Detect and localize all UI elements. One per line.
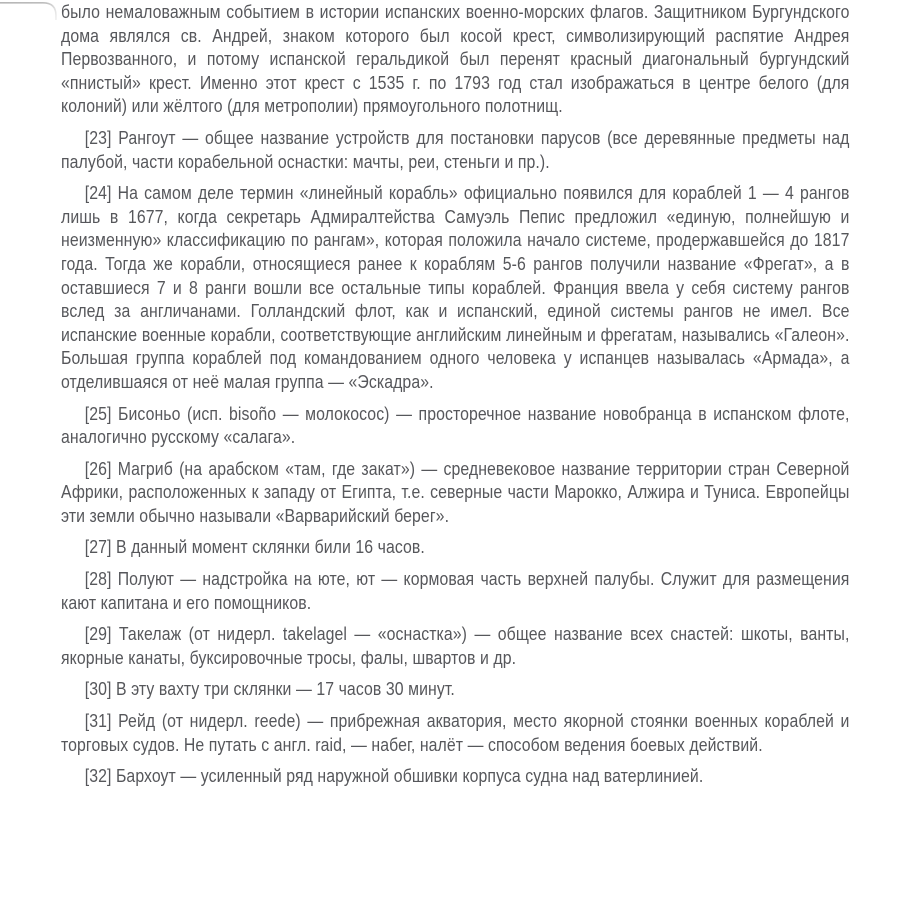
paragraph: [26] Магриб (на арабском «там, где закат») — средневековое название территории стран Северной Африки, расположенных к западу от Египта, т.е. северные части Марокко, Алжира и Туниса. Европейцы эти земли обычно называли «Варварийский берег». bbox=[61, 458, 850, 526]
text-column bbox=[61, 1, 849, 789]
paragraph: [23] Рангоут — общее название устройств для постановки парусов (все деревянные предметы над палубой, части корабельной оснастки: мачты, реи, стеньги и пр.). bbox=[61, 127, 850, 172]
paragraph: [27] В данный момент склянки били 16 часов. bbox=[84, 537, 425, 558]
paragraph: [29] Такелаж (от нидерл. takelagel — «оснастка») — общее название всех снастей: шкоты, ванты, якорные канаты, буксировочные тросы, фалы, швартов и др. bbox=[61, 624, 850, 668]
page-corner-line bbox=[0, 0, 70, 26]
paragraph: [24] На самом деле термин «линейный корабль» официально появился для кораблей 1 — 4 рангов лишь в 1677, когда секретарь Адмиралтейства Самуэль Пепис предложил «единую, полнейшую и неизменную» классификацию по рангам», которая положила начало системе, продержавшейся до 1817 года. Тогда же корабли, относящиеся ранее к кораблям 5-6 рангов получили название «Фрегат», а в оставшиеся 7 и 8 ранги вошли все остальные типы кораблей. Франция ввела у себя систему рангов вслед за англичанами. Голландский флот, как и испанский, единой системы рангов не имел. Все испанские военные корабли, соответствующие английским линейным и фрегатам, назывались «Галеон». Большая группа кораблей под командованием одного человека у испанцев называлась «Армада», а отделившаяся от неё малая группа — «Эскадра». bbox=[61, 183, 850, 392]
paragraph: [30] В эту вахту три склянки — 17 часов 30 минут. bbox=[84, 679, 455, 700]
paragraph: было немаловажным событием в истории испанских военно-морских флагов. Защитником Бургундского дома являлся св. Андрей, знаком которого был косой крест, символизирующий распятие Андрея Первозванного, и потому испанской геральдикой был перенят красный диагональный бургундский «пнистый» крест. Именно этот крест с 1535 г. по 1793 год стал изображаться в центре белого (для колоний) или жёлтого (для метрополии) прямоугольного полотнищ. bbox=[61, 2, 850, 117]
paragraph: [32] Бархоут — усиленный ряд наружной обшивки корпуса судна над ватерлинией. bbox=[84, 766, 704, 787]
paragraph: [25] Бисоньо (исп. bisoño — молокосос) — просторечное название новобранца в испанском флоте, аналогично русскому «салага». bbox=[61, 403, 850, 448]
paragraph: [31] Рейд (от нидерл. reede) — прибрежная акватория, место якорной стоянки военных кораблей и торговых судов. Не путать с англ. raid, — набег, налёт — способом ведения боевых действий. bbox=[61, 711, 850, 755]
paragraph: [28] Полуют — надстройка на юте, ют — кормовая часть верхней палубы. Служит для размещения кают капитана и его помощников. bbox=[61, 569, 850, 613]
